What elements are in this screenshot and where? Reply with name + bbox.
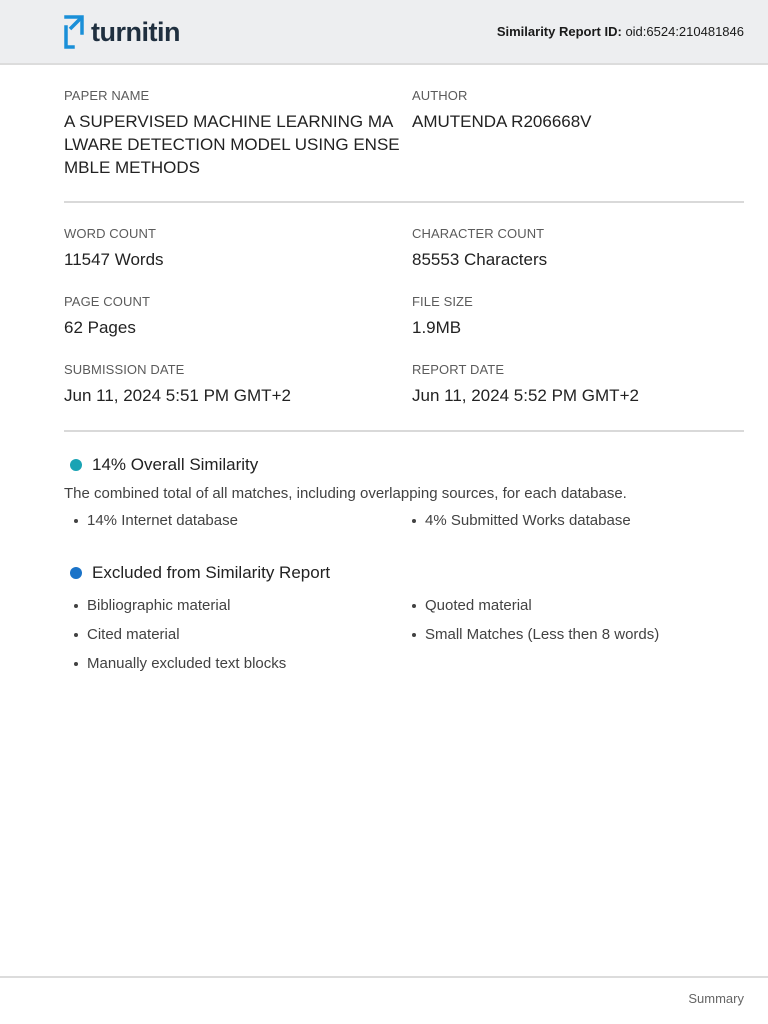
source-item (74, 512, 238, 529)
divider (64, 430, 744, 432)
excluded-item (74, 655, 286, 672)
source-item-label: 14% Internet database (87, 512, 238, 529)
file-size-label: FILE SIZE (412, 294, 473, 309)
excluded-title: Excluded from Similarity Report (92, 563, 331, 582)
page-count-label: PAGE COUNT (64, 294, 150, 309)
word-count-label: WORD COUNT (64, 226, 156, 241)
bullet-icon (74, 604, 78, 608)
divider (64, 201, 744, 203)
word-count-value: 11547 Words (64, 250, 164, 269)
report-header (0, 0, 768, 65)
source-item (412, 512, 631, 529)
character-count-value: 85553 Characters (412, 250, 548, 269)
source-item-label: 4% Submitted Works database (425, 512, 631, 529)
bullet-icon (74, 662, 78, 666)
excluded-item (74, 597, 230, 614)
footer-divider (0, 976, 768, 978)
character-count-label: CHARACTER COUNT (412, 226, 545, 241)
file-size-value: 1.9MB (412, 318, 462, 337)
excluded-dot-icon (70, 567, 82, 579)
submission-date-label: SUBMISSION DATE (64, 362, 185, 377)
report-date-value: Jun 11, 2024 5:52 PM GMT+2 (412, 386, 639, 405)
excluded-item (412, 626, 659, 643)
author-value: AMUTENDA R206668V (412, 112, 592, 131)
bullet-icon (74, 519, 78, 523)
bullet-icon (412, 604, 416, 608)
paper-name-label: PAPER NAME (64, 88, 150, 103)
overall-similarity-title: 14% Overall Similarity (92, 455, 259, 474)
submission-date-value: Jun 11, 2024 5:51 PM GMT+2 (64, 386, 291, 405)
excluded-item (412, 597, 532, 614)
report-id-value: oid:6524:210481846 (625, 24, 744, 39)
report-id-label: Similarity Report ID: (496, 24, 622, 39)
logo-wordmark: turnitin (91, 17, 180, 47)
similarity-dot-icon (70, 459, 82, 471)
bullet-icon (74, 633, 78, 637)
excluded-item (74, 626, 180, 643)
bullet-icon (412, 519, 416, 523)
excluded-item-label: Bibliographic material (87, 597, 231, 614)
footer-summary-label: Summary (688, 991, 744, 1006)
excluded-item-label: Small Matches (Less then 8 words) (425, 626, 660, 643)
excluded-item-label: Manually excluded text blocks (87, 655, 287, 672)
similarity-description: The combined total of all matches, including overlapping sources, for each database. (64, 485, 627, 502)
turnitin-logo-icon (63, 14, 85, 50)
author-label: AUTHOR (412, 88, 468, 103)
excluded-heading (70, 563, 330, 583)
overall-similarity-heading (70, 455, 258, 475)
excluded-item-label: Cited material (87, 626, 180, 643)
report-date-label: REPORT DATE (412, 362, 505, 377)
paper-name-value: A SUPERVISED MACHINE LEARNING MALWARE DETECTION MODEL USING ENSEMBLE METHODS (64, 112, 400, 177)
excluded-item-label: Quoted material (425, 597, 532, 614)
turnitin-logo (63, 14, 180, 50)
similarity-report-id (497, 24, 744, 39)
page-count-value: 62 Pages (64, 318, 136, 337)
bullet-icon (412, 633, 416, 637)
